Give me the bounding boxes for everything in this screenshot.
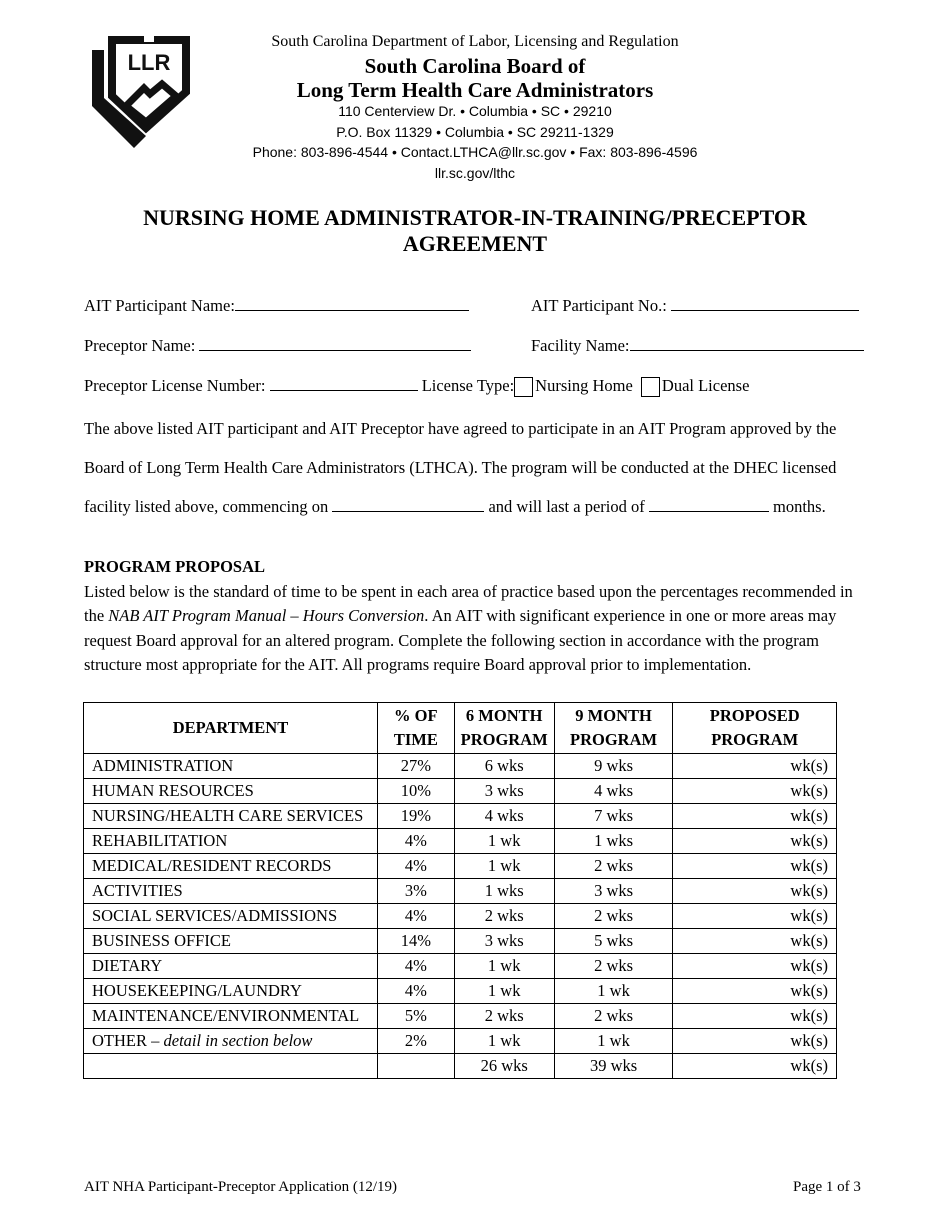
page-title [100, 205, 850, 257]
table-header-row [84, 703, 837, 754]
other-detail-note: detail in section below [163, 1031, 313, 1050]
row-department: REHABILITATION [84, 829, 378, 854]
header-address-line1: 110 Centerview Dr. • Columbia • SC • 29210 [338, 103, 612, 119]
agreement-months-label: months. [773, 497, 826, 516]
table-row [84, 954, 837, 979]
row-six-month: 1 wk [454, 829, 554, 854]
page-title-line1: NURSING HOME ADMINISTRATOR-IN-TRAINING/PRECEPTOR [143, 205, 807, 230]
row-nine-month: 2 wks [554, 1004, 673, 1029]
header-nine-month-col [554, 703, 673, 754]
row-nine-month: 2 wks [554, 904, 673, 929]
header-prop-line1: PROPOSED [709, 706, 800, 725]
header-board [175, 54, 775, 102]
agreement-period-label: and will last a period of [488, 497, 645, 516]
facility-name-row [531, 336, 864, 356]
header-nine-line1: 9 MONTH [575, 706, 652, 725]
row-nine-month: 1 wks [554, 829, 673, 854]
header-prop-line2: PROGRAM [711, 730, 799, 749]
ait-name-row [84, 296, 469, 316]
row-proposed-input[interactable]: wk(s) [673, 1029, 837, 1054]
total-department [84, 1054, 378, 1079]
row-six-month: 1 wk [454, 954, 554, 979]
row-proposed-input[interactable]: wk(s) [673, 1004, 837, 1029]
header-pct-line2: TIME [393, 730, 438, 749]
row-department: ADMINISTRATION [84, 754, 378, 779]
table-row-total [84, 1054, 837, 1079]
header-board-line1: South Carolina Board of [364, 54, 586, 78]
table-row [84, 754, 837, 779]
row-proposed-input[interactable]: wk(s) [673, 779, 837, 804]
row-pct: 4% [377, 954, 454, 979]
row-six-month: 6 wks [454, 754, 554, 779]
row-nine-month: 7 wks [554, 804, 673, 829]
row-proposed-input[interactable]: wk(s) [673, 879, 837, 904]
ait-name-label: AIT Participant Name: [84, 296, 235, 315]
total-nine-month: 39 wks [554, 1054, 673, 1079]
header-website: llr.sc.gov/lthc [434, 164, 516, 181]
row-nine-month: 5 wks [554, 929, 673, 954]
row-pct: 4% [377, 904, 454, 929]
facility-name-label: Facility Name: [531, 336, 630, 355]
department-table [83, 702, 837, 1079]
page-title-line2: AGREEMENT [402, 231, 548, 256]
row-nine-month: 3 wks [554, 879, 673, 904]
other-label: OTHER – [92, 1031, 164, 1050]
row-pct: 4% [377, 979, 454, 1004]
header-pct-col [377, 703, 454, 754]
table-row [84, 779, 837, 804]
row-six-month: 1 wk [454, 1029, 554, 1054]
row-pct: 3% [377, 879, 454, 904]
header-pct-line1: % OF [394, 706, 438, 725]
row-department: HOUSEKEEPING/LAUNDRY [84, 979, 378, 1004]
row-pct: 19% [377, 804, 454, 829]
row-nine-month: 2 wks [554, 854, 673, 879]
agreement-line1: The above listed AIT participant and AIT Preceptor have agreed to participate in an AIT Program approved by the [84, 419, 837, 438]
row-department: ACTIVITIES [84, 879, 378, 904]
total-six-month: 26 wks [454, 1054, 554, 1079]
nursing-home-checkbox[interactable] [514, 377, 533, 397]
row-proposed-input[interactable]: wk(s) [673, 854, 837, 879]
ait-no-label: AIT Participant No.: [531, 296, 667, 315]
preceptor-name-row [84, 336, 471, 356]
total-proposed-input[interactable]: wk(s) [673, 1054, 837, 1079]
row-department-other [84, 1029, 378, 1054]
table-row [84, 929, 837, 954]
row-department: MAINTENANCE/ENVIRONMENTAL [84, 1004, 378, 1029]
header-contact: Phone: 803-896-4544 • Contact.LTHCA@llr.sc.gov • Fax: 803-896-4596 [252, 144, 698, 160]
ait-name-field[interactable] [235, 296, 469, 311]
dual-license-checkbox[interactable] [641, 377, 660, 397]
row-pct: 5% [377, 1004, 454, 1029]
row-six-month: 4 wks [454, 804, 554, 829]
license-number-field[interactable] [270, 376, 418, 391]
header-six-line1: 6 MONTH [465, 706, 543, 725]
header-address [175, 101, 775, 183]
program-proposal-text [84, 580, 874, 678]
row-nine-month: 1 wk [554, 1029, 673, 1054]
total-pct [377, 1054, 454, 1079]
row-proposed-input[interactable]: wk(s) [673, 829, 837, 854]
row-six-month: 1 wk [454, 854, 554, 879]
nursing-home-label: Nursing Home [535, 376, 633, 395]
header-proposed-col [673, 703, 837, 754]
footer-form-id: AIT NHA Participant-Preceptor Application (12/19) [84, 1179, 397, 1195]
commencing-date-field[interactable] [332, 497, 484, 512]
program-proposal-heading: PROGRAM PROPOSAL [84, 557, 266, 576]
row-department: HUMAN RESOURCES [84, 779, 378, 804]
proposal-text-italic: NAB AIT Program Manual – Hours Conversion [108, 606, 425, 625]
facility-name-field[interactable] [630, 336, 864, 351]
table-row [84, 1004, 837, 1029]
agreement-commencing-label: facility listed above, commencing on [84, 497, 329, 516]
row-nine-month: 4 wks [554, 779, 673, 804]
preceptor-name-field[interactable] [199, 336, 471, 351]
header-department-col: DEPARTMENT [84, 703, 378, 754]
header-board-line2: Long Term Health Care Administrators [296, 78, 654, 102]
row-proposed-input[interactable]: wk(s) [673, 979, 837, 1004]
table-row [84, 854, 837, 879]
row-pct: 4% [377, 854, 454, 879]
ait-no-row [531, 296, 859, 316]
row-pct: 27% [377, 754, 454, 779]
row-pct: 14% [377, 929, 454, 954]
header-six-line2: PROGRAM [460, 730, 548, 749]
row-nine-month: 2 wks [554, 954, 673, 979]
row-proposed-input[interactable]: wk(s) [673, 904, 837, 929]
table-row [84, 829, 837, 854]
row-six-month: 3 wks [454, 929, 554, 954]
row-nine-month: 9 wks [554, 754, 673, 779]
row-pct: 10% [377, 779, 454, 804]
row-department: BUSINESS OFFICE [84, 929, 378, 954]
dual-license-label: Dual License [661, 376, 750, 395]
row-six-month: 2 wks [454, 1004, 554, 1029]
row-proposed-input[interactable]: wk(s) [673, 754, 837, 779]
row-department: DIETARY [84, 954, 378, 979]
row-department: MEDICAL/RESIDENT RECORDS [84, 854, 378, 879]
table-row-other [84, 1029, 837, 1054]
row-proposed-input[interactable]: wk(s) [673, 929, 837, 954]
license-type-label: License Type: [421, 376, 515, 395]
period-months-field[interactable] [649, 497, 769, 512]
header-six-month-col [454, 703, 554, 754]
table-row [84, 879, 837, 904]
agreement-line3 [84, 497, 826, 517]
table-row [84, 979, 837, 1004]
row-nine-month: 1 wk [554, 979, 673, 1004]
table-row [84, 904, 837, 929]
row-six-month: 2 wks [454, 904, 554, 929]
header-department: South Carolina Department of Labor, Licensing and Regulation [271, 33, 679, 50]
license-number-label: Preceptor License Number: [84, 376, 266, 395]
row-department: NURSING/HEALTH CARE SERVICES [84, 804, 378, 829]
row-proposed-input[interactable]: wk(s) [673, 804, 837, 829]
row-pct: 2% [377, 1029, 454, 1054]
header-address-line2: P.O. Box 11329 • Columbia • SC 29211-1329 [336, 123, 614, 140]
program-proposal [84, 555, 874, 678]
proposal-text-b: . An AIT with significant experience in one or more areas may request Board approval for an altered program. Complete the following section in accordance with the program structure most appropriate for the AIT. All programs require Board approval prior to implementation. [84, 606, 837, 674]
row-six-month: 1 wks [454, 879, 554, 904]
proposal-text-a: Listed below is the standard of time to be spent in each area of practice based upon the percentages recommended in the [84, 581, 853, 625]
preceptor-name-label: Preceptor Name: [84, 336, 196, 355]
header-nine-line2: PROGRAM [570, 730, 658, 749]
row-proposed-input[interactable]: wk(s) [673, 954, 837, 979]
agreement-line2: Board of Long Term Health Care Administrators (LTHCA). The program will be conducted at the DHEC licensed [84, 458, 837, 477]
ait-no-field[interactable] [671, 296, 859, 311]
row-department: SOCIAL SERVICES/ADMISSIONS [84, 904, 378, 929]
logo-text: LLR [127, 50, 171, 75]
row-six-month: 1 wk [454, 979, 554, 1004]
footer-page-number: Page 1 of 3 [793, 1179, 861, 1195]
license-row [84, 376, 749, 397]
row-pct: 4% [377, 829, 454, 854]
table-row [84, 804, 837, 829]
row-six-month: 3 wks [454, 779, 554, 804]
